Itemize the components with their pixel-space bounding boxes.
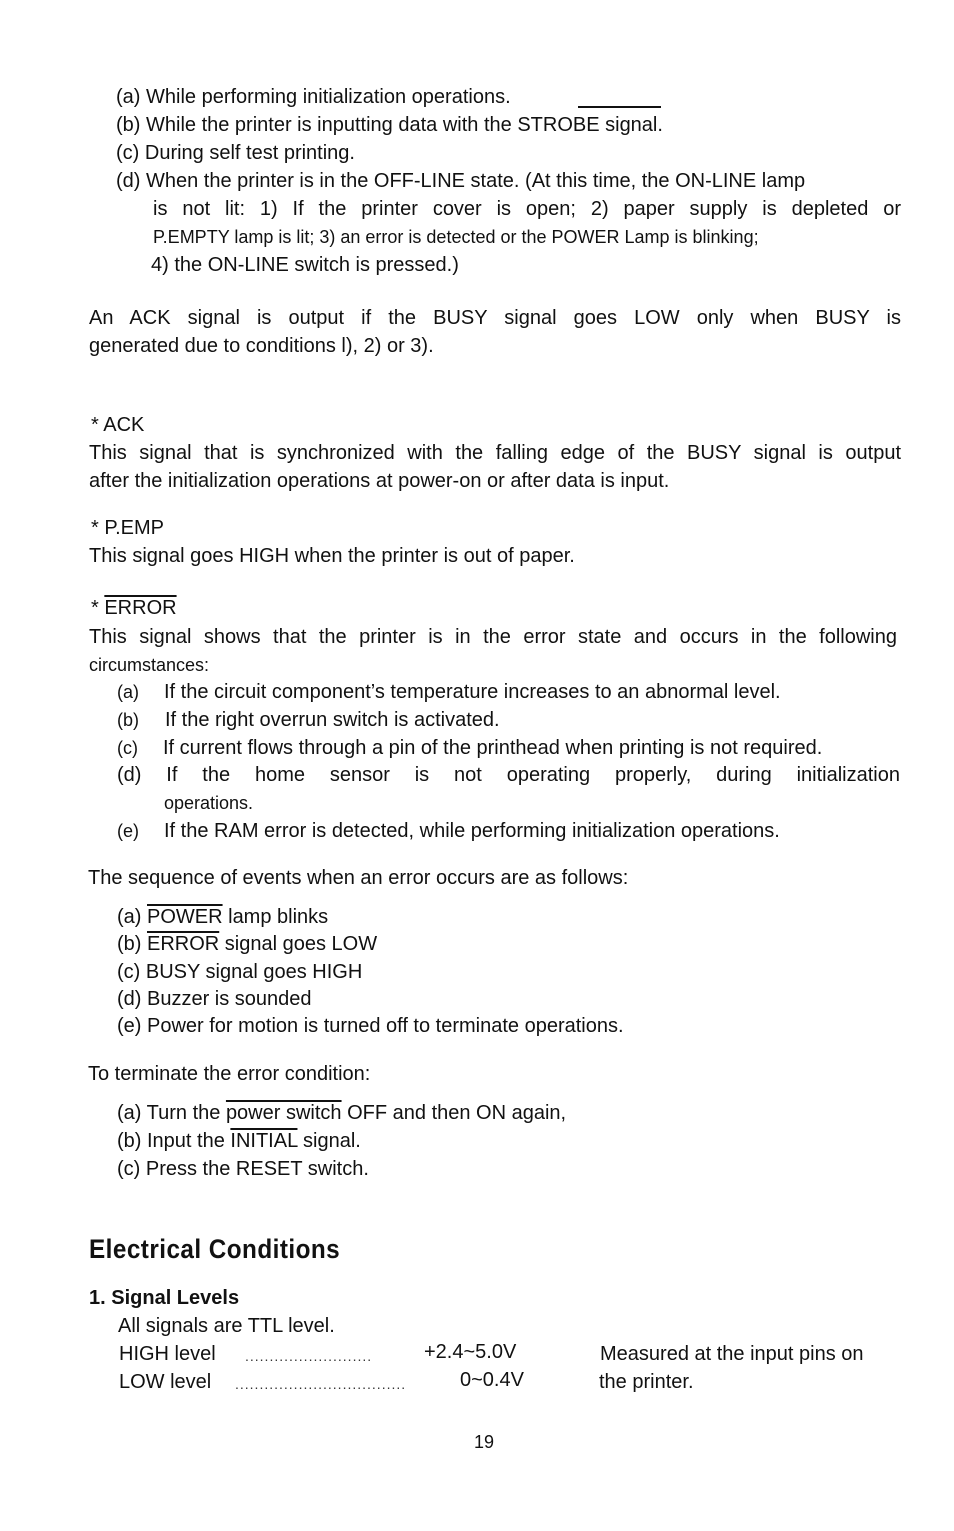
measurement-note-line1: Measured at the input pins on (600, 1343, 864, 1365)
terminate-step-c: (c) Press the RESET switch. (117, 1158, 369, 1180)
measurement-note-line2: the printer. (599, 1371, 694, 1393)
busy-condition-c: (c) During self test printing. (116, 142, 355, 164)
error-desc-line2: circumstances: (89, 655, 210, 675)
error-cause-d-line1: (d) If the home sensor is not operating properly, during initialization (117, 764, 900, 786)
power-signal: POWER (147, 906, 223, 928)
strobe-overline-rule (578, 106, 661, 108)
ack-note-line1: An ACK signal is output if the BUSY signal goes LOW only when BUSY is (89, 307, 901, 329)
error-cause-c-text: If current flows through a pin of the printhead when printing is not required. (163, 737, 823, 759)
sequence-step-b-prefix: (b) (117, 933, 147, 955)
terminate-step-a (117, 1101, 566, 1125)
signal-levels-subheading: 1. Signal Levels (89, 1287, 240, 1309)
terminate-intro: To terminate the error condition: (88, 1063, 371, 1085)
low-level-value: 0~0.4V (460, 1369, 524, 1391)
ack-desc-line2: after the initialization operations at power-on or after data is input. (89, 470, 670, 492)
sequence-intro: The sequence of events when an error occurs are as follows: (88, 867, 629, 889)
error-cause-b-text: If the right overrun switch is activated. (165, 709, 500, 731)
sequence-step-d: (d) Buzzer is sounded (117, 988, 312, 1010)
sequence-step-b-text: signal goes LOW (219, 933, 378, 955)
ttl-level-text: All signals are TTL level. (118, 1315, 335, 1337)
sequence-step-c: (c) BUSY signal goes HIGH (117, 961, 363, 983)
ack-note-line2: generated due to conditions l), 2) or 3). (89, 335, 434, 357)
error-signal: ERROR (147, 933, 220, 955)
page-number: 19 (474, 1432, 495, 1452)
error-cause-c-label: (c) (117, 738, 138, 758)
low-level-dots: ................................... (235, 1376, 407, 1392)
terminate-step-b-text: signal. (297, 1130, 361, 1152)
error-title-prefix: * (91, 597, 105, 619)
sequence-step-a-prefix: (a) (117, 906, 147, 928)
busy-condition-b-end: signal. (599, 114, 663, 136)
sequence-step-e: (e) Power for motion is turned off to terminate operations. (117, 1015, 624, 1037)
high-level-value: +2.4~5.0V (424, 1341, 517, 1363)
ack-title: * ACK (91, 414, 145, 436)
electrical-conditions-heading: Electrical Conditions (89, 1234, 341, 1264)
error-cause-a-label: (a) (117, 682, 139, 702)
error-title-signal: ERROR (104, 597, 177, 619)
error-cause-e-label: (e) (117, 821, 139, 841)
busy-condition-b (116, 113, 663, 137)
busy-condition-b-text: (b) While the printer is inputting data with the (116, 114, 518, 136)
busy-condition-d-line4: 4) the ON-LINE switch is pressed.) (151, 254, 459, 276)
error-cause-b-label: (b) (117, 710, 139, 730)
terminate-step-b (117, 1129, 361, 1153)
error-cause-d-line2: operations. (164, 793, 254, 813)
ack-desc-line1: This signal that is synchronized with the falling edge of the BUSY signal is output (89, 442, 901, 464)
terminate-step-a-text: OFF and then ON again, (341, 1102, 567, 1124)
sequence-step-a-text: lamp blinks (222, 906, 329, 928)
busy-condition-a: (a) While performing initialization operations. (116, 86, 511, 108)
pemp-desc: This signal goes HIGH when the printer is out of paper. (89, 545, 575, 567)
busy-condition-d-line2: is not lit: 1) If the printer cover is open; 2) paper supply is depleted or (153, 198, 901, 220)
sequence-step-a (117, 905, 328, 929)
high-level-dots: .......................... (245, 1348, 373, 1364)
initial-signal: INITIAL (230, 1130, 298, 1152)
pemp-title: * P.EMP (91, 517, 164, 539)
low-level-label: LOW level (119, 1371, 212, 1393)
sequence-step-b (117, 932, 377, 956)
busy-condition-d-line1: (d) When the printer is in the OFF-LINE state. (At this time, the ON-LINE lamp (116, 170, 806, 192)
terminate-step-b-prefix: (b) Input the (117, 1130, 231, 1152)
error-title (91, 596, 177, 620)
terminate-step-a-prefix: (a) Turn the (117, 1102, 226, 1124)
high-level-label: HIGH level (119, 1343, 216, 1365)
error-cause-a-text: If the circuit component’s temperature increases to an abnormal level. (164, 681, 781, 703)
error-cause-e-text: If the RAM error is detected, while performing initialization operations. (164, 820, 780, 842)
error-desc-line1: This signal shows that the printer is in the error state and occurs in the following (89, 626, 897, 648)
power-switch-text: power switch (225, 1102, 342, 1124)
busy-condition-d-line3: P.EMPTY lamp is lit; 3) an error is detected or the POWER Lamp is blinking; (153, 227, 759, 247)
strobe-signal: STROBE (517, 114, 600, 136)
